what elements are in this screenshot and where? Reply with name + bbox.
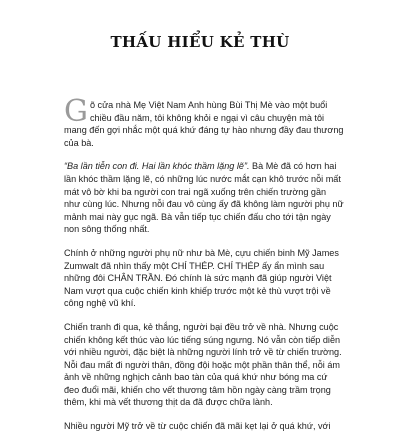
paragraph-4: Chiến tranh đi qua, kẻ thắng, người bại đều trở về nhà. Nhưng cuộc chiến không kết thúc vào lúc tiếng súng ngưng. Nó vẫn còn tiếp diễn với nhiều người, đặc biệt là những người lính trở về từ chiến trường. Nỗi đau mất đi người thân, đồng đội hoặc một phần thân thể, nỗi ám ảnh về những nghịch cảnh bao tàn của quá khứ như bóng ma cứ đeo đuổi mãi, khiến cho vết thương tâm hồn ngày càng trầm trọng thêm, khi mà vết thương thịt da đã được chữa lành. — [64, 321, 342, 408]
paragraph-1-text: õ cửa nhà Mẹ Việt Nam Anh hùng Bùi Thị Mè vào một buổi chiều đầu năm, tôi không khỏi e ngại vì câu chuyện mà tôi mang đến gợi nhắc một quá khứ đáng tự hào nhưng đầy đau thương của bà. — [64, 100, 344, 148]
paragraph-2 — [64, 160, 344, 236]
drop-cap-letter: G — [64, 94, 88, 129]
paragraph-1 — [64, 94, 344, 149]
chapter-title: THẤU HIỂU KẺ THÙ — [110, 33, 290, 51]
italic-quote: “Ba lần tiễn con đi. Hai lần khóc thầm lặng lẽ”. — [64, 161, 250, 172]
paragraph-2-text: Bà Mè đã có hơn hai lần khóc thầm lặng lẽ, có những lúc nước mắt cạn khô trước nỗi mất mát vô bờ khi ba người con trai ngã xuống trên chiến trường gần như cùng lúc. Nhưng nỗi đau vô cùng ấy đã không làm người phụ nữ mảnh mai này gục ngã. Bà vẫn tiếp tục chiến đấu cho tới tận ngày non sông thống nhất. — [64, 161, 344, 235]
paragraph-3: Chính ở những người phụ nữ như bà Mè, cựu chiến binh Mỹ James Zumwalt đã nhìn thấy một CHÍ THÉP. CHÍ THÉP ấy ẩn mình sau những đôi CHÂN TRẦN. Đó chính là sức mạnh đã giúp người Việt Nam vượt qua cuộc chiến kinh khiếp trước một kẻ thù vượt trội về công nghệ vũ khí. — [64, 247, 339, 309]
chapter-body — [64, 94, 344, 444]
paragraph-5: Nhiều người Mỹ trở về từ cuộc chiến đã mãi kẹt lại ở quá khứ, với — [64, 421, 331, 432]
